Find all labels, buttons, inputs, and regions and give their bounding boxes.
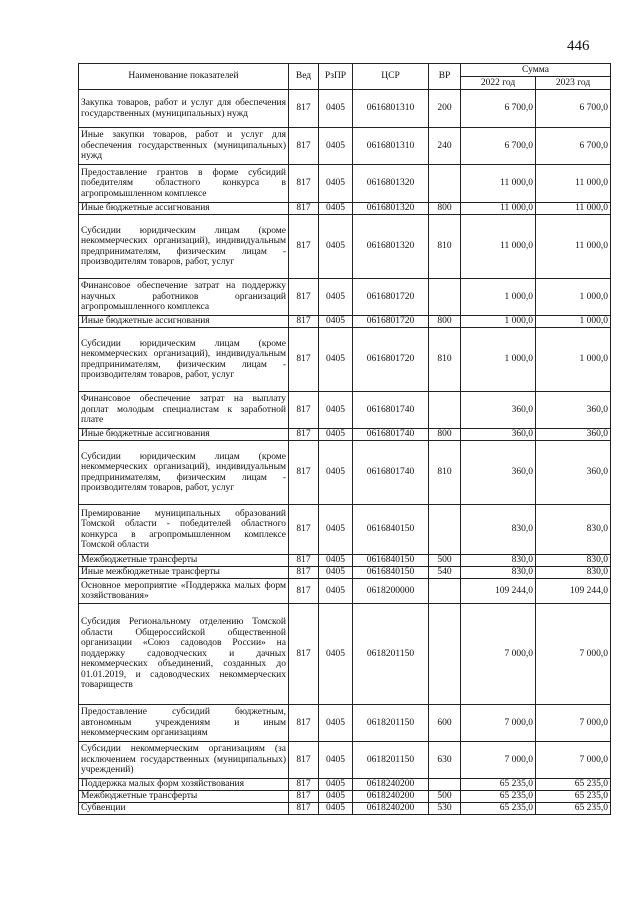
cell-csr: 0618200000 — [353, 579, 429, 604]
cell-ved: 817 — [289, 215, 319, 279]
cell-csr: 0616801320 — [353, 215, 429, 279]
cell-ved: 817 — [289, 555, 319, 567]
cell-y2023: 1 000,0 — [536, 316, 611, 328]
cell-rzpr: 0405 — [319, 555, 353, 567]
cell-ved: 817 — [289, 579, 319, 604]
cell-vr — [429, 505, 461, 555]
cell-ved: 817 — [289, 128, 319, 165]
cell-y2022: 7 000,0 — [461, 705, 536, 742]
cell-vr: 630 — [429, 742, 461, 779]
cell-name: Иные бюджетные ассигнования — [79, 203, 289, 215]
cell-rzpr: 0405 — [319, 441, 353, 505]
cell-name: Субсидия Региональному отделению Томской области Общероссийской общественной организации «Союз садоводов России» на поддержку садоводческих и дачных некоммерческих объединений, созданных до 01.01.2019, и садоводческих некоммерческих товариществ — [79, 604, 289, 705]
table-row — [79, 90, 611, 128]
cell-csr: 0616801740 — [353, 441, 429, 505]
cell-y2023: 65 235,0 — [536, 803, 611, 815]
cell-y2023: 1 000,0 — [536, 279, 611, 316]
header-ved: Вед — [289, 64, 319, 90]
cell-y2023: 109 244,0 — [536, 579, 611, 604]
cell-y2023: 360,0 — [536, 441, 611, 505]
table-row — [79, 579, 611, 604]
cell-ved: 817 — [289, 505, 319, 555]
cell-rzpr: 0405 — [319, 567, 353, 579]
cell-vr: 540 — [429, 567, 461, 579]
cell-rzpr: 0405 — [319, 279, 353, 316]
cell-csr: 0616840150 — [353, 505, 429, 555]
table-row — [79, 791, 611, 803]
cell-ved: 817 — [289, 429, 319, 441]
cell-y2023: 830,0 — [536, 555, 611, 567]
table-row — [79, 203, 611, 215]
cell-name: Субсидии юридическим лицам (кроме некоммерческих организаций), индивидуальным предпринимателям, физическим лицам - производителям товаров, работ, услуг — [79, 215, 289, 279]
cell-y2023: 7 000,0 — [536, 604, 611, 705]
cell-name: Иные закупки товаров, работ и услуг для обеспечения государственных (муниципальных) нужд — [79, 128, 289, 165]
cell-csr: 0616840150 — [353, 567, 429, 579]
cell-vr: 800 — [429, 429, 461, 441]
cell-y2022: 11 000,0 — [461, 165, 536, 203]
cell-vr: 500 — [429, 791, 461, 803]
cell-y2022: 65 235,0 — [461, 791, 536, 803]
cell-y2022: 830,0 — [461, 567, 536, 579]
cell-csr: 0618201150 — [353, 604, 429, 705]
cell-ved: 817 — [289, 165, 319, 203]
table-row — [79, 392, 611, 429]
cell-vr: 810 — [429, 441, 461, 505]
cell-y2022: 6 700,0 — [461, 90, 536, 128]
cell-rzpr: 0405 — [319, 505, 353, 555]
table-row — [79, 165, 611, 203]
cell-y2023: 6 700,0 — [536, 90, 611, 128]
cell-y2023: 11 000,0 — [536, 203, 611, 215]
table-row — [79, 604, 611, 705]
cell-y2023: 360,0 — [536, 429, 611, 441]
cell-y2022: 11 000,0 — [461, 203, 536, 215]
cell-csr: 0616801720 — [353, 279, 429, 316]
cell-vr: 810 — [429, 215, 461, 279]
cell-y2022: 830,0 — [461, 505, 536, 555]
cell-vr: 530 — [429, 803, 461, 815]
cell-rzpr: 0405 — [319, 429, 353, 441]
table-row — [79, 316, 611, 328]
cell-ved: 817 — [289, 279, 319, 316]
cell-y2022: 7 000,0 — [461, 742, 536, 779]
cell-csr: 0616801740 — [353, 429, 429, 441]
cell-csr: 0616801310 — [353, 128, 429, 165]
table-row — [79, 803, 611, 815]
cell-name: Предоставление субсидий бюджетным, автономным учреждениям и иным некоммерческим организациям — [79, 705, 289, 742]
cell-rzpr: 0405 — [319, 128, 353, 165]
cell-y2022: 109 244,0 — [461, 579, 536, 604]
cell-name: Финансовое обеспечение затрат на поддержку научных работников организаций агропромышленного комплекса — [79, 279, 289, 316]
cell-name: Межбюджетные трансферты — [79, 555, 289, 567]
cell-csr: 0616840150 — [353, 555, 429, 567]
header-vr: ВР — [429, 64, 461, 90]
cell-y2023: 360,0 — [536, 392, 611, 429]
cell-vr — [429, 604, 461, 705]
cell-name: Поддержка малых форм хозяйствования — [79, 779, 289, 791]
table-row — [79, 555, 611, 567]
cell-csr: 0618201150 — [353, 742, 429, 779]
header-rzpr: РзПР — [319, 64, 353, 90]
cell-rzpr: 0405 — [319, 203, 353, 215]
cell-rzpr: 0405 — [319, 316, 353, 328]
table-row — [79, 742, 611, 779]
cell-y2023: 65 235,0 — [536, 791, 611, 803]
cell-y2022: 6 700,0 — [461, 128, 536, 165]
cell-name: Субсидии некоммерческим организациям (за исключением государственных (муниципальных) учреждений) — [79, 742, 289, 779]
cell-name: Закупка товаров, работ и услуг для обеспечения государственных (муниципальных) нужд — [79, 90, 289, 128]
cell-rzpr: 0405 — [319, 803, 353, 815]
cell-y2022: 1 000,0 — [461, 316, 536, 328]
cell-vr — [429, 779, 461, 791]
cell-name: Иные межбюджетные трансферты — [79, 567, 289, 579]
cell-rzpr: 0405 — [319, 165, 353, 203]
cell-ved: 817 — [289, 779, 319, 791]
cell-csr: 0616801320 — [353, 165, 429, 203]
cell-ved: 817 — [289, 803, 319, 815]
cell-csr: 0616801320 — [353, 203, 429, 215]
page-number: 446 — [567, 38, 590, 54]
cell-name: Основное мероприятие «Поддержка малых форм хозяйствования» — [79, 579, 289, 604]
cell-ved: 817 — [289, 328, 319, 392]
cell-name: Субсидии юридическим лицам (кроме некоммерческих организаций), индивидуальным предпринимателям, физическим лицам - производителям товаров, работ, услуг — [79, 441, 289, 505]
header-name: Наименование показателей — [79, 64, 289, 90]
table-row — [79, 505, 611, 555]
cell-ved: 817 — [289, 604, 319, 705]
cell-vr — [429, 279, 461, 316]
cell-ved: 817 — [289, 90, 319, 128]
table-row — [79, 279, 611, 316]
cell-rzpr: 0405 — [319, 705, 353, 742]
cell-y2022: 7 000,0 — [461, 604, 536, 705]
cell-y2022: 65 235,0 — [461, 803, 536, 815]
cell-vr: 600 — [429, 705, 461, 742]
cell-csr: 0616801740 — [353, 392, 429, 429]
cell-rzpr: 0405 — [319, 791, 353, 803]
cell-rzpr: 0405 — [319, 579, 353, 604]
cell-ved: 817 — [289, 705, 319, 742]
cell-name: Межбюджетные трансферты — [79, 791, 289, 803]
cell-csr: 0616801720 — [353, 328, 429, 392]
cell-ved: 817 — [289, 567, 319, 579]
cell-vr: 800 — [429, 316, 461, 328]
cell-vr — [429, 165, 461, 203]
table-row — [79, 215, 611, 279]
cell-y2022: 360,0 — [461, 392, 536, 429]
cell-y2022: 360,0 — [461, 429, 536, 441]
cell-rzpr: 0405 — [319, 328, 353, 392]
cell-csr: 0618240200 — [353, 779, 429, 791]
cell-y2023: 7 000,0 — [536, 705, 611, 742]
cell-rzpr: 0405 — [319, 90, 353, 128]
cell-y2023: 6 700,0 — [536, 128, 611, 165]
cell-ved: 817 — [289, 392, 319, 429]
cell-ved: 817 — [289, 316, 319, 328]
table-row — [79, 128, 611, 165]
cell-csr: 0618201150 — [353, 705, 429, 742]
header-year-2022: 2022 год — [461, 77, 536, 90]
cell-rzpr: 0405 — [319, 392, 353, 429]
budget-table — [78, 63, 611, 815]
cell-y2022: 11 000,0 — [461, 215, 536, 279]
cell-name: Финансовое обеспечение затрат на выплату доплат молодым специалистам к заработной плате — [79, 392, 289, 429]
table-row — [79, 705, 611, 742]
cell-name: Предоставление грантов в форме субсидий победителям областного конкурса в агропромышленном комплексе — [79, 165, 289, 203]
table-row — [79, 779, 611, 791]
cell-csr: 0618240200 — [353, 791, 429, 803]
cell-ved: 817 — [289, 203, 319, 215]
cell-name: Премирование муниципальных образований Томской области - победителей областного конкурса в агропромышленном комплексе Томской области — [79, 505, 289, 555]
cell-name: Иные бюджетные ассигнования — [79, 429, 289, 441]
cell-vr — [429, 392, 461, 429]
cell-name: Субсидии юридическим лицам (кроме некоммерческих организаций), индивидуальным предпринимателям, физическим лицам - производителям товаров, работ, услуг — [79, 328, 289, 392]
cell-ved: 817 — [289, 441, 319, 505]
cell-name: Иные бюджетные ассигнования — [79, 316, 289, 328]
cell-y2023: 830,0 — [536, 505, 611, 555]
cell-rzpr: 0405 — [319, 779, 353, 791]
table-row — [79, 441, 611, 505]
cell-y2022: 830,0 — [461, 555, 536, 567]
cell-y2022: 1 000,0 — [461, 328, 536, 392]
cell-y2023: 65 235,0 — [536, 779, 611, 791]
cell-y2022: 65 235,0 — [461, 779, 536, 791]
cell-vr: 500 — [429, 555, 461, 567]
cell-y2023: 11 000,0 — [536, 215, 611, 279]
cell-vr: 240 — [429, 128, 461, 165]
cell-y2022: 360,0 — [461, 441, 536, 505]
cell-vr: 810 — [429, 328, 461, 392]
table-body — [79, 90, 611, 815]
table-row — [79, 328, 611, 392]
cell-csr: 0616801720 — [353, 316, 429, 328]
cell-rzpr: 0405 — [319, 742, 353, 779]
cell-rzpr: 0405 — [319, 604, 353, 705]
header-csr: ЦСР — [353, 64, 429, 90]
cell-rzpr: 0405 — [319, 215, 353, 279]
cell-vr: 800 — [429, 203, 461, 215]
cell-vr — [429, 579, 461, 604]
cell-y2023: 7 000,0 — [536, 742, 611, 779]
cell-vr: 200 — [429, 90, 461, 128]
cell-csr: 0618240200 — [353, 803, 429, 815]
cell-name: Субвенции — [79, 803, 289, 815]
cell-ved: 817 — [289, 742, 319, 779]
cell-csr: 0616801310 — [353, 90, 429, 128]
cell-y2023: 11 000,0 — [536, 165, 611, 203]
table-row — [79, 567, 611, 579]
header-sum: Сумма — [461, 64, 611, 77]
cell-y2022: 1 000,0 — [461, 279, 536, 316]
cell-ved: 817 — [289, 791, 319, 803]
cell-y2023: 1 000,0 — [536, 328, 611, 392]
cell-y2023: 830,0 — [536, 567, 611, 579]
table-row — [79, 429, 611, 441]
header-year-2023: 2023 год — [536, 77, 611, 90]
